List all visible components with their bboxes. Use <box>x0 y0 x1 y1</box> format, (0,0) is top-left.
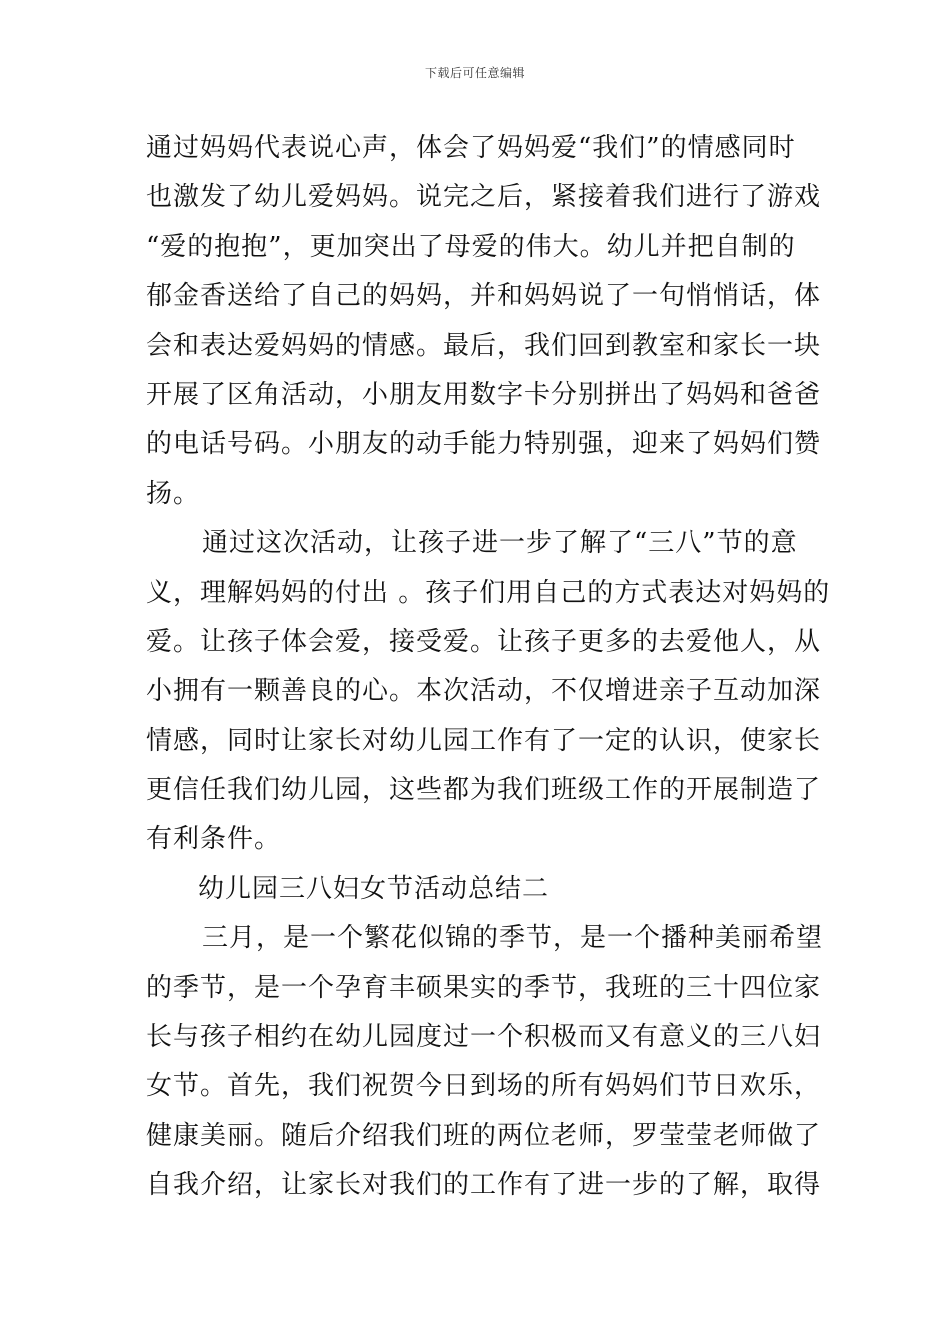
text-line: 自我介绍，让家长对我们的工作有了进一步的了解，取得 <box>146 1170 822 1201</box>
text-line: 通过妈妈代表说心声，体会了妈妈爱“我们”的情感同时 <box>146 133 796 163</box>
text-line: 扬。 <box>146 478 201 509</box>
text-line: 的电话号码。小朋友的动手能力特别强，迎来了妈妈们赞 <box>146 429 822 460</box>
paragraph-start-line: 三月，是一个繁花似锦的季节，是一个播种美丽希望 <box>202 923 824 954</box>
text-line: 也激发了幼儿爱妈妈。说完之后，紧接着我们进行了游戏 <box>146 182 822 213</box>
text-line: 健康美丽。随后介绍我们班的两位老师，罗莹莹老师做了 <box>146 1120 822 1151</box>
text-line: 有利条件。 <box>146 824 282 855</box>
text-line: 的季节，是一个孕育丰硕果实的季节，我班的三十四位家 <box>146 972 822 1003</box>
text-line: 爱。让孩子体会爱，接受爱。让孩子更多的去爱他人，从 <box>146 626 822 657</box>
document-body <box>146 124 831 1211</box>
text-line: 更信任我们幼儿园，这些都为我们班级工作的开展制造了 <box>146 775 822 806</box>
text-line: 开展了区角活动，小朋友用数字卡分别拼出了妈妈和爸爸 <box>146 379 822 410</box>
text-line: 郁金香送给了自己的妈妈，并和妈妈说了一句悄悄话，体 <box>146 281 822 312</box>
text-line: 义，理解妈妈的付出 。孩子们用自己的方式表达对妈妈的 <box>146 577 831 608</box>
text-line: 会和表达爱妈妈的情感。最后，我们回到教室和家长一块 <box>146 330 822 361</box>
text-line: 小拥有一颗善良的心。本次活动，不仅增进亲子互动加深 <box>146 676 822 707</box>
page-header: 下载后可任意编辑 <box>424 66 525 80</box>
paragraph-start-line: 通过这次活动，让孩子进一步了解了“三八”节的意 <box>202 528 798 559</box>
text-line: 长与孩子相约在幼儿园度过一个积极而又有意义的三八妇 <box>146 1022 822 1053</box>
section-heading: 幼儿园三八妇女节活动总结二 <box>198 873 550 904</box>
text-line: “爱的抱抱”，更加突出了母爱的伟大。幼儿并把自制的 <box>146 231 796 262</box>
text-line: 女节。首先，我们祝贺今日到场的所有妈妈们节日欢乐， <box>146 1071 822 1102</box>
text-line: 情感，同时让家长对幼儿园工作有了一定的认识，使家长 <box>146 725 822 756</box>
